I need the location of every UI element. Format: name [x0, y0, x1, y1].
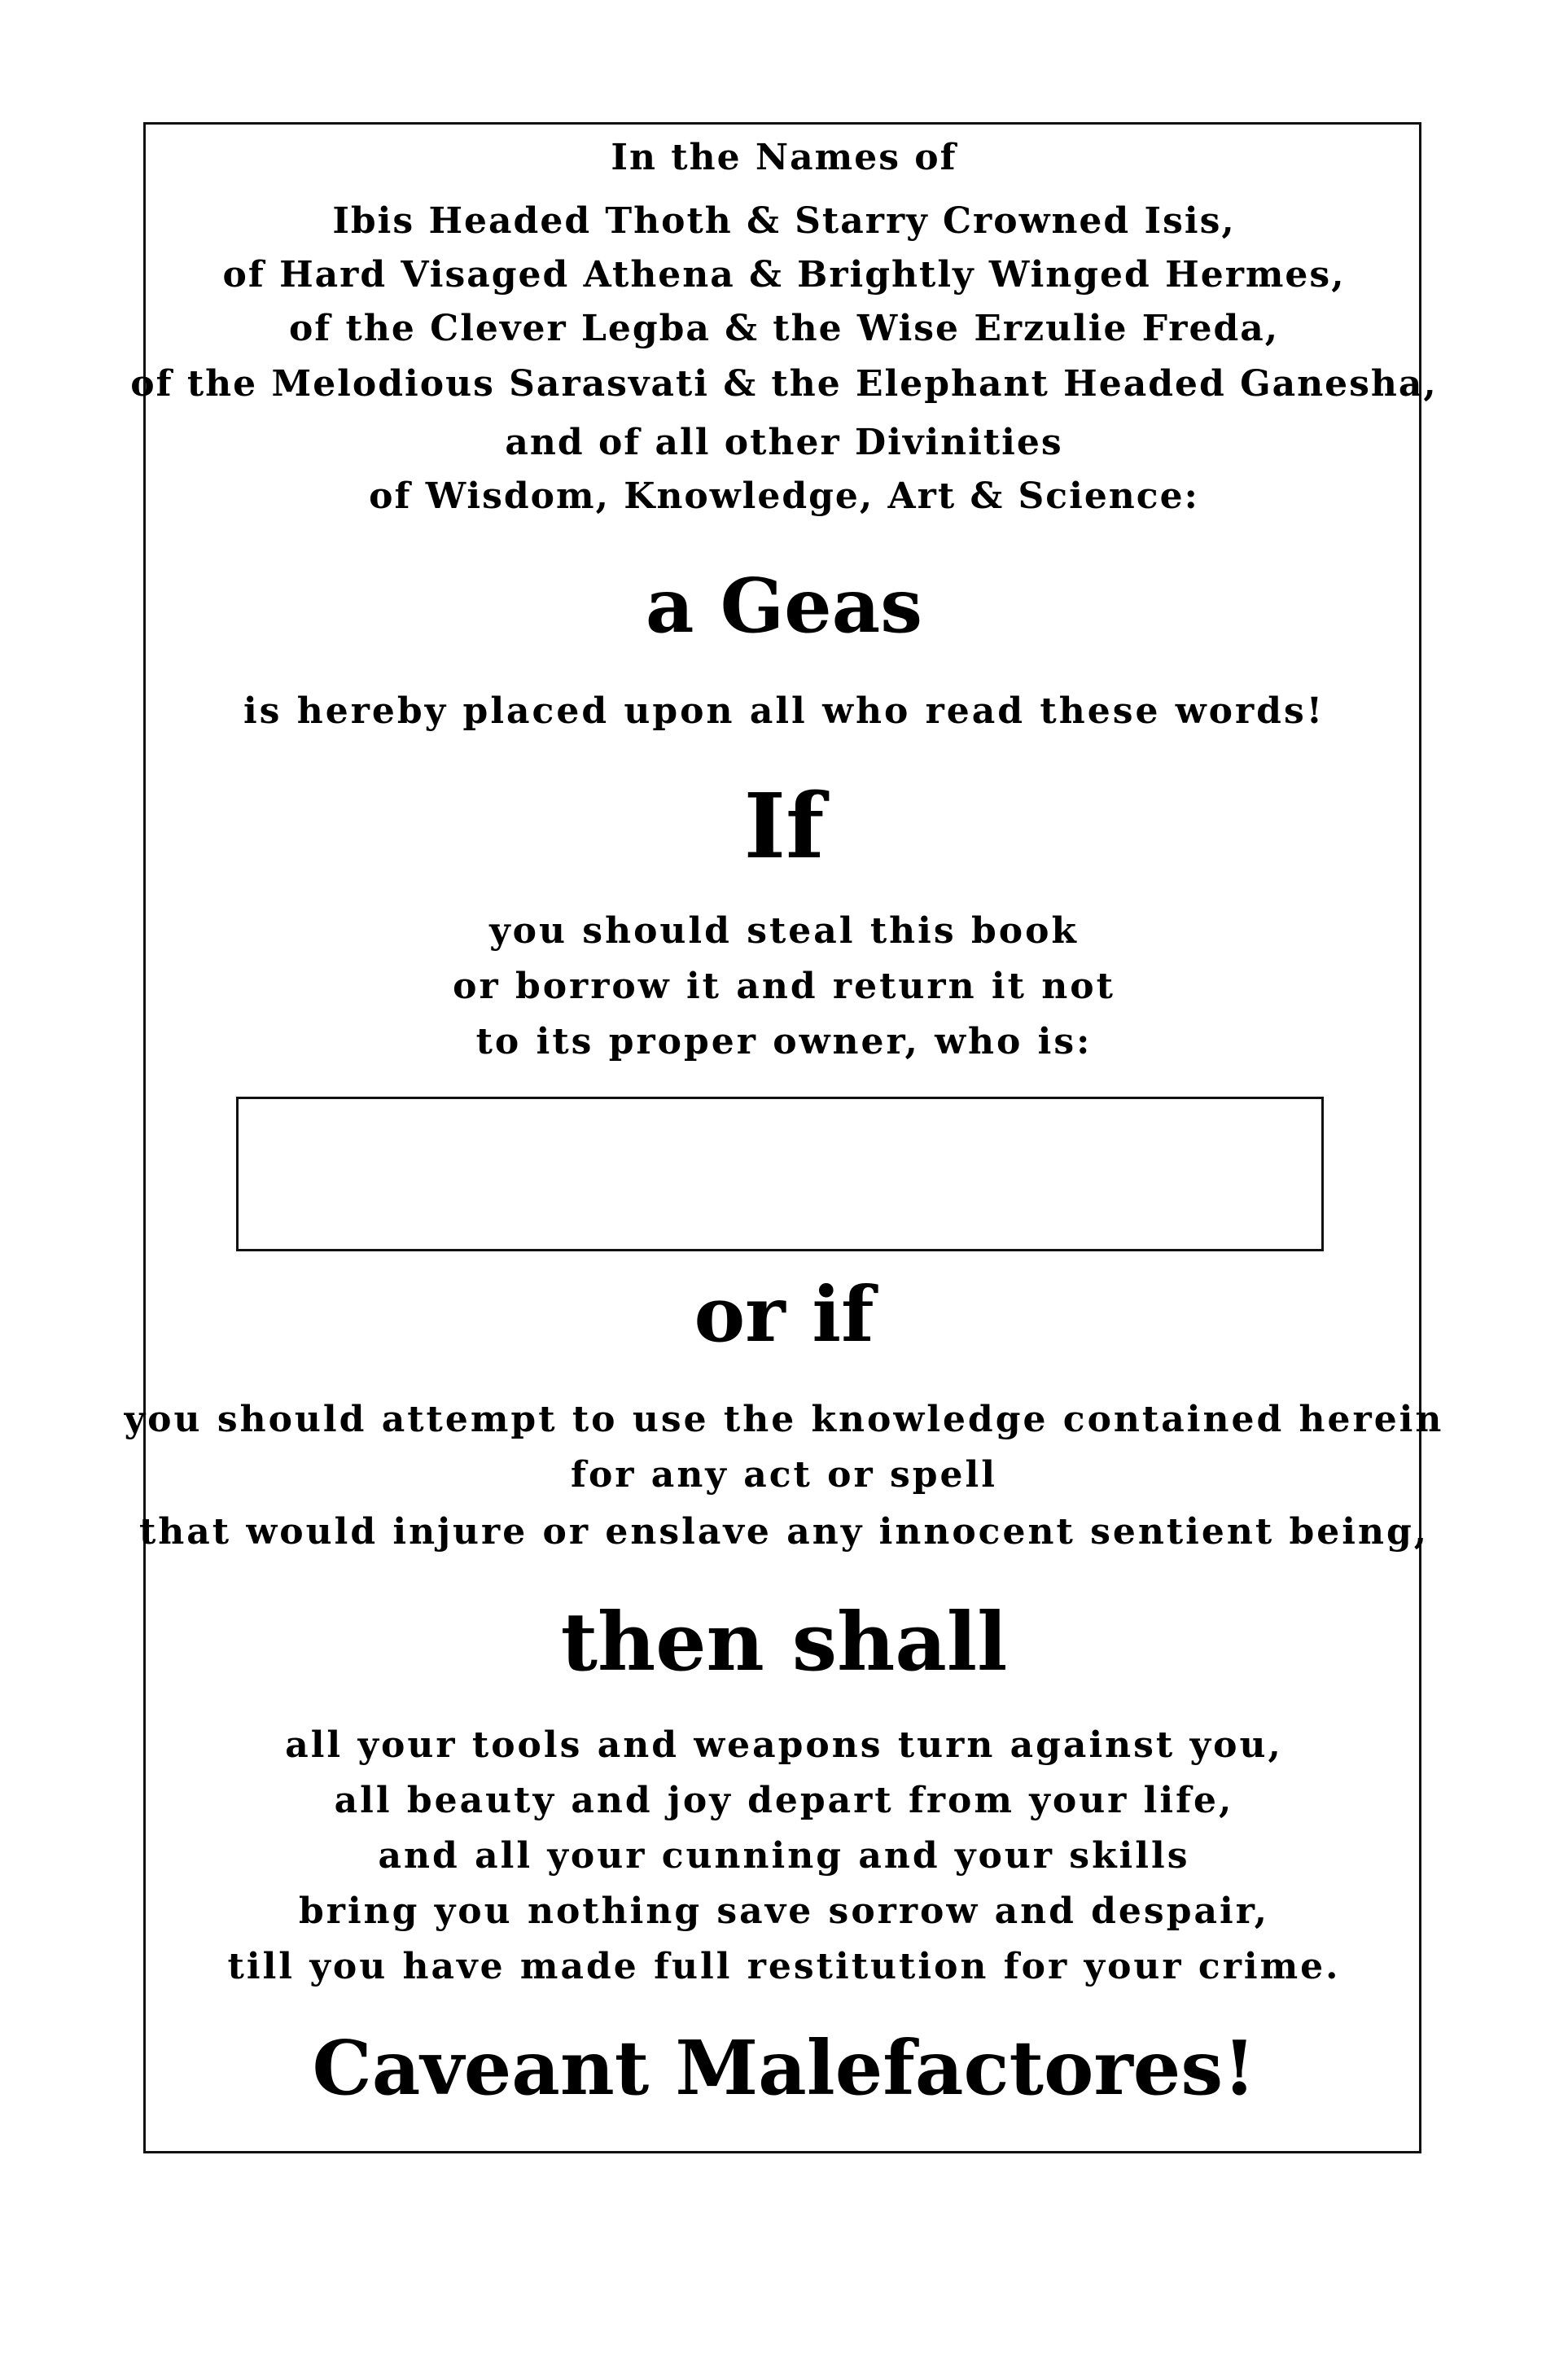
- owner-name-value: [239, 1099, 1321, 1249]
- closing-heading: Caveant Malefactores!: [312, 2024, 1256, 2112]
- geas-line: is hereby placed upon all who read these words!: [243, 690, 1325, 732]
- if-line-2: or borrow it and return it not: [453, 966, 1115, 1007]
- invocation-line-1: In the Names of: [611, 137, 957, 178]
- invocation-line-2: Ibis Headed Thoth & Starry Crowned Isis,: [332, 200, 1236, 242]
- invocation-line-6: and of all other Divinities: [505, 422, 1063, 463]
- invocation-line-4: of the Clever Legba & the Wise Erzulie Freda,: [288, 308, 1280, 349]
- or-if-line-2: for any act or spell: [571, 1454, 997, 1496]
- or-if-heading: or if: [694, 1270, 874, 1360]
- then-line-5: till you have made full restitution for your crime.: [227, 1946, 1341, 1987]
- if-heading: If: [743, 773, 825, 878]
- then-line-2: all beauty and joy depart from your life,: [334, 1780, 1234, 1821]
- geas-heading: a Geas: [645, 562, 923, 650]
- invocation-line-7: of Wisdom, Knowledge, Art & Science:: [369, 475, 1199, 517]
- invocation-line-5: of the Melodious Sarasvati & the Elephant Headed Ganesha,: [130, 363, 1438, 405]
- then-line-4: bring you nothing save sorrow and despair,: [299, 1890, 1269, 1932]
- invocation-line-3: of Hard Visaged Athena & Brightly Winged Hermes,: [222, 254, 1346, 296]
- or-if-line-1: you should attempt to use the knowledge contained herein: [124, 1399, 1444, 1440]
- then-line-1: all your tools and weapons turn against you,: [285, 1724, 1283, 1766]
- then-shall-heading: then shall: [560, 1596, 1008, 1689]
- owner-name-box[interactable]: [236, 1097, 1324, 1251]
- or-if-line-3: that would injure or enslave any innocent sentient being,: [138, 1511, 1430, 1553]
- if-line-3: to its proper owner, who is:: [475, 1021, 1093, 1062]
- if-line-1: you should steal this book: [489, 910, 1079, 952]
- then-line-3: and all your cunning and your skills: [378, 1835, 1190, 1877]
